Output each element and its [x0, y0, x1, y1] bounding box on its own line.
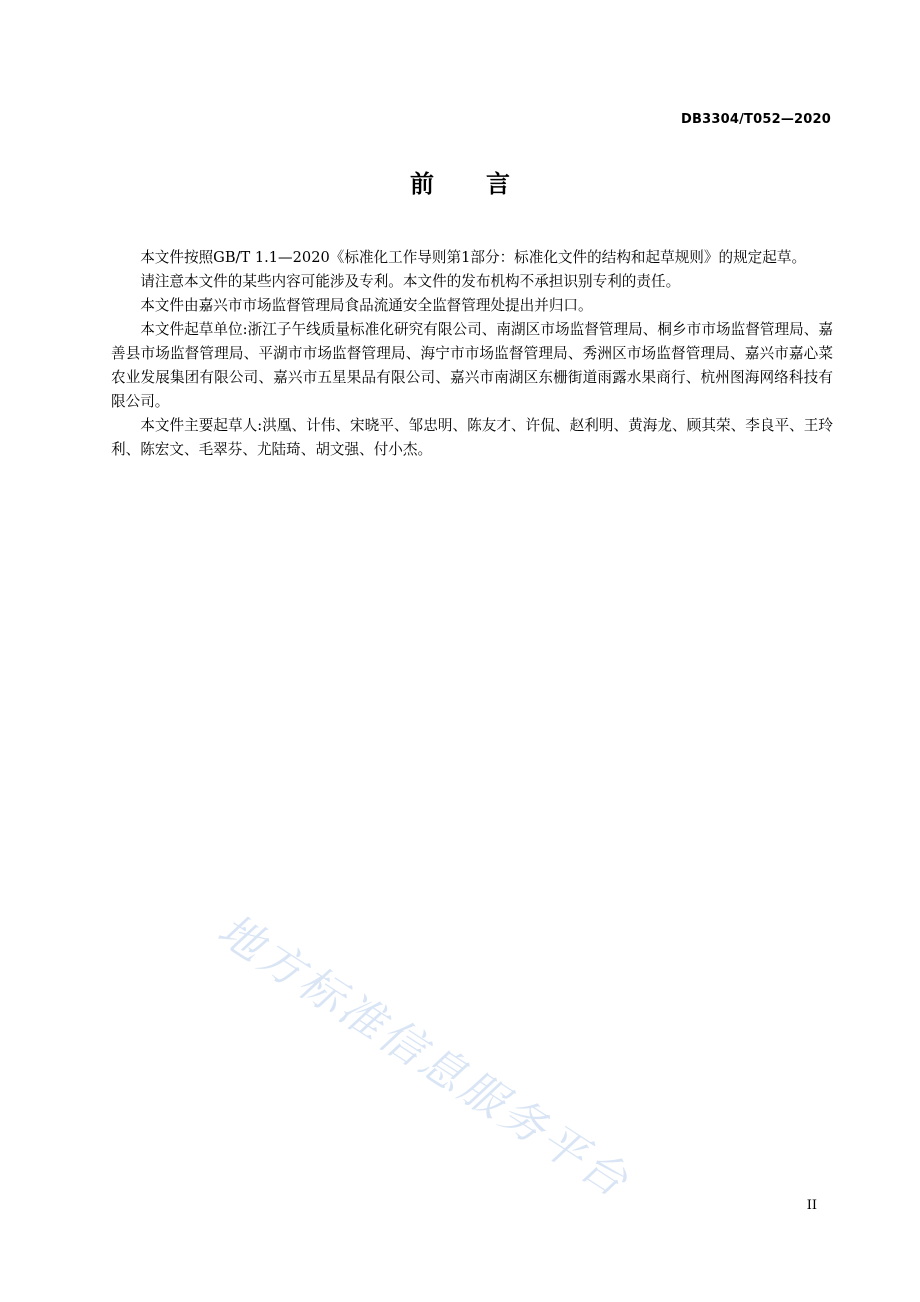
document-code: DB3304/T052—2020 — [680, 112, 831, 127]
page-title — [0, 164, 920, 199]
paragraph-drafting-basis: 本文件按照GB/T 1.1—2020《标准化工作导则第1部分：标准化文件的结构和起草规则》的规定起草。 — [140, 249, 807, 266]
foreword-body — [111, 246, 833, 462]
paragraph-drafting-units: 本文件起草单位:浙江子午线质量标准化研究有限公司、南湖区市场监督管理局、桐乡市市场监督管理局、嘉善县市场监督管理局、平湖市市场监督管理局、海宁市市场监督管理局、秀洲区市场监督管理局、嘉兴市嘉心菜农业发展集团有限公司、嘉兴市五星果品有限公司、嘉兴市南湖区东栅街道雨露水果商行、杭州图海网络科技有限公司。 — [111, 321, 833, 410]
paragraph-drafters: 本文件主要起草人:洪凰、计伟、宋晓平、邹忠明、陈友才、许侃、赵利明、黄海龙、顾其荣、李良平、王玲利、陈宏文、毛翠芬、尤陆琦、胡文强、付小杰。 — [111, 417, 833, 458]
watermark: 地方标准信息服务平台 — [208, 904, 639, 1209]
paragraph-patent-notice: 请注意本文件的某些内容可能涉及专利。本文件的发布机构不承担识别专利的责任。 — [140, 273, 681, 290]
paragraph-proposer: 本文件由嘉兴市市场监督管理局食品流通安全监督管理处提出并归口。 — [140, 297, 593, 314]
title-char-1: 前 — [410, 170, 434, 198]
page-number: II — [806, 1198, 817, 1213]
title-char-2: 言 — [486, 170, 510, 198]
